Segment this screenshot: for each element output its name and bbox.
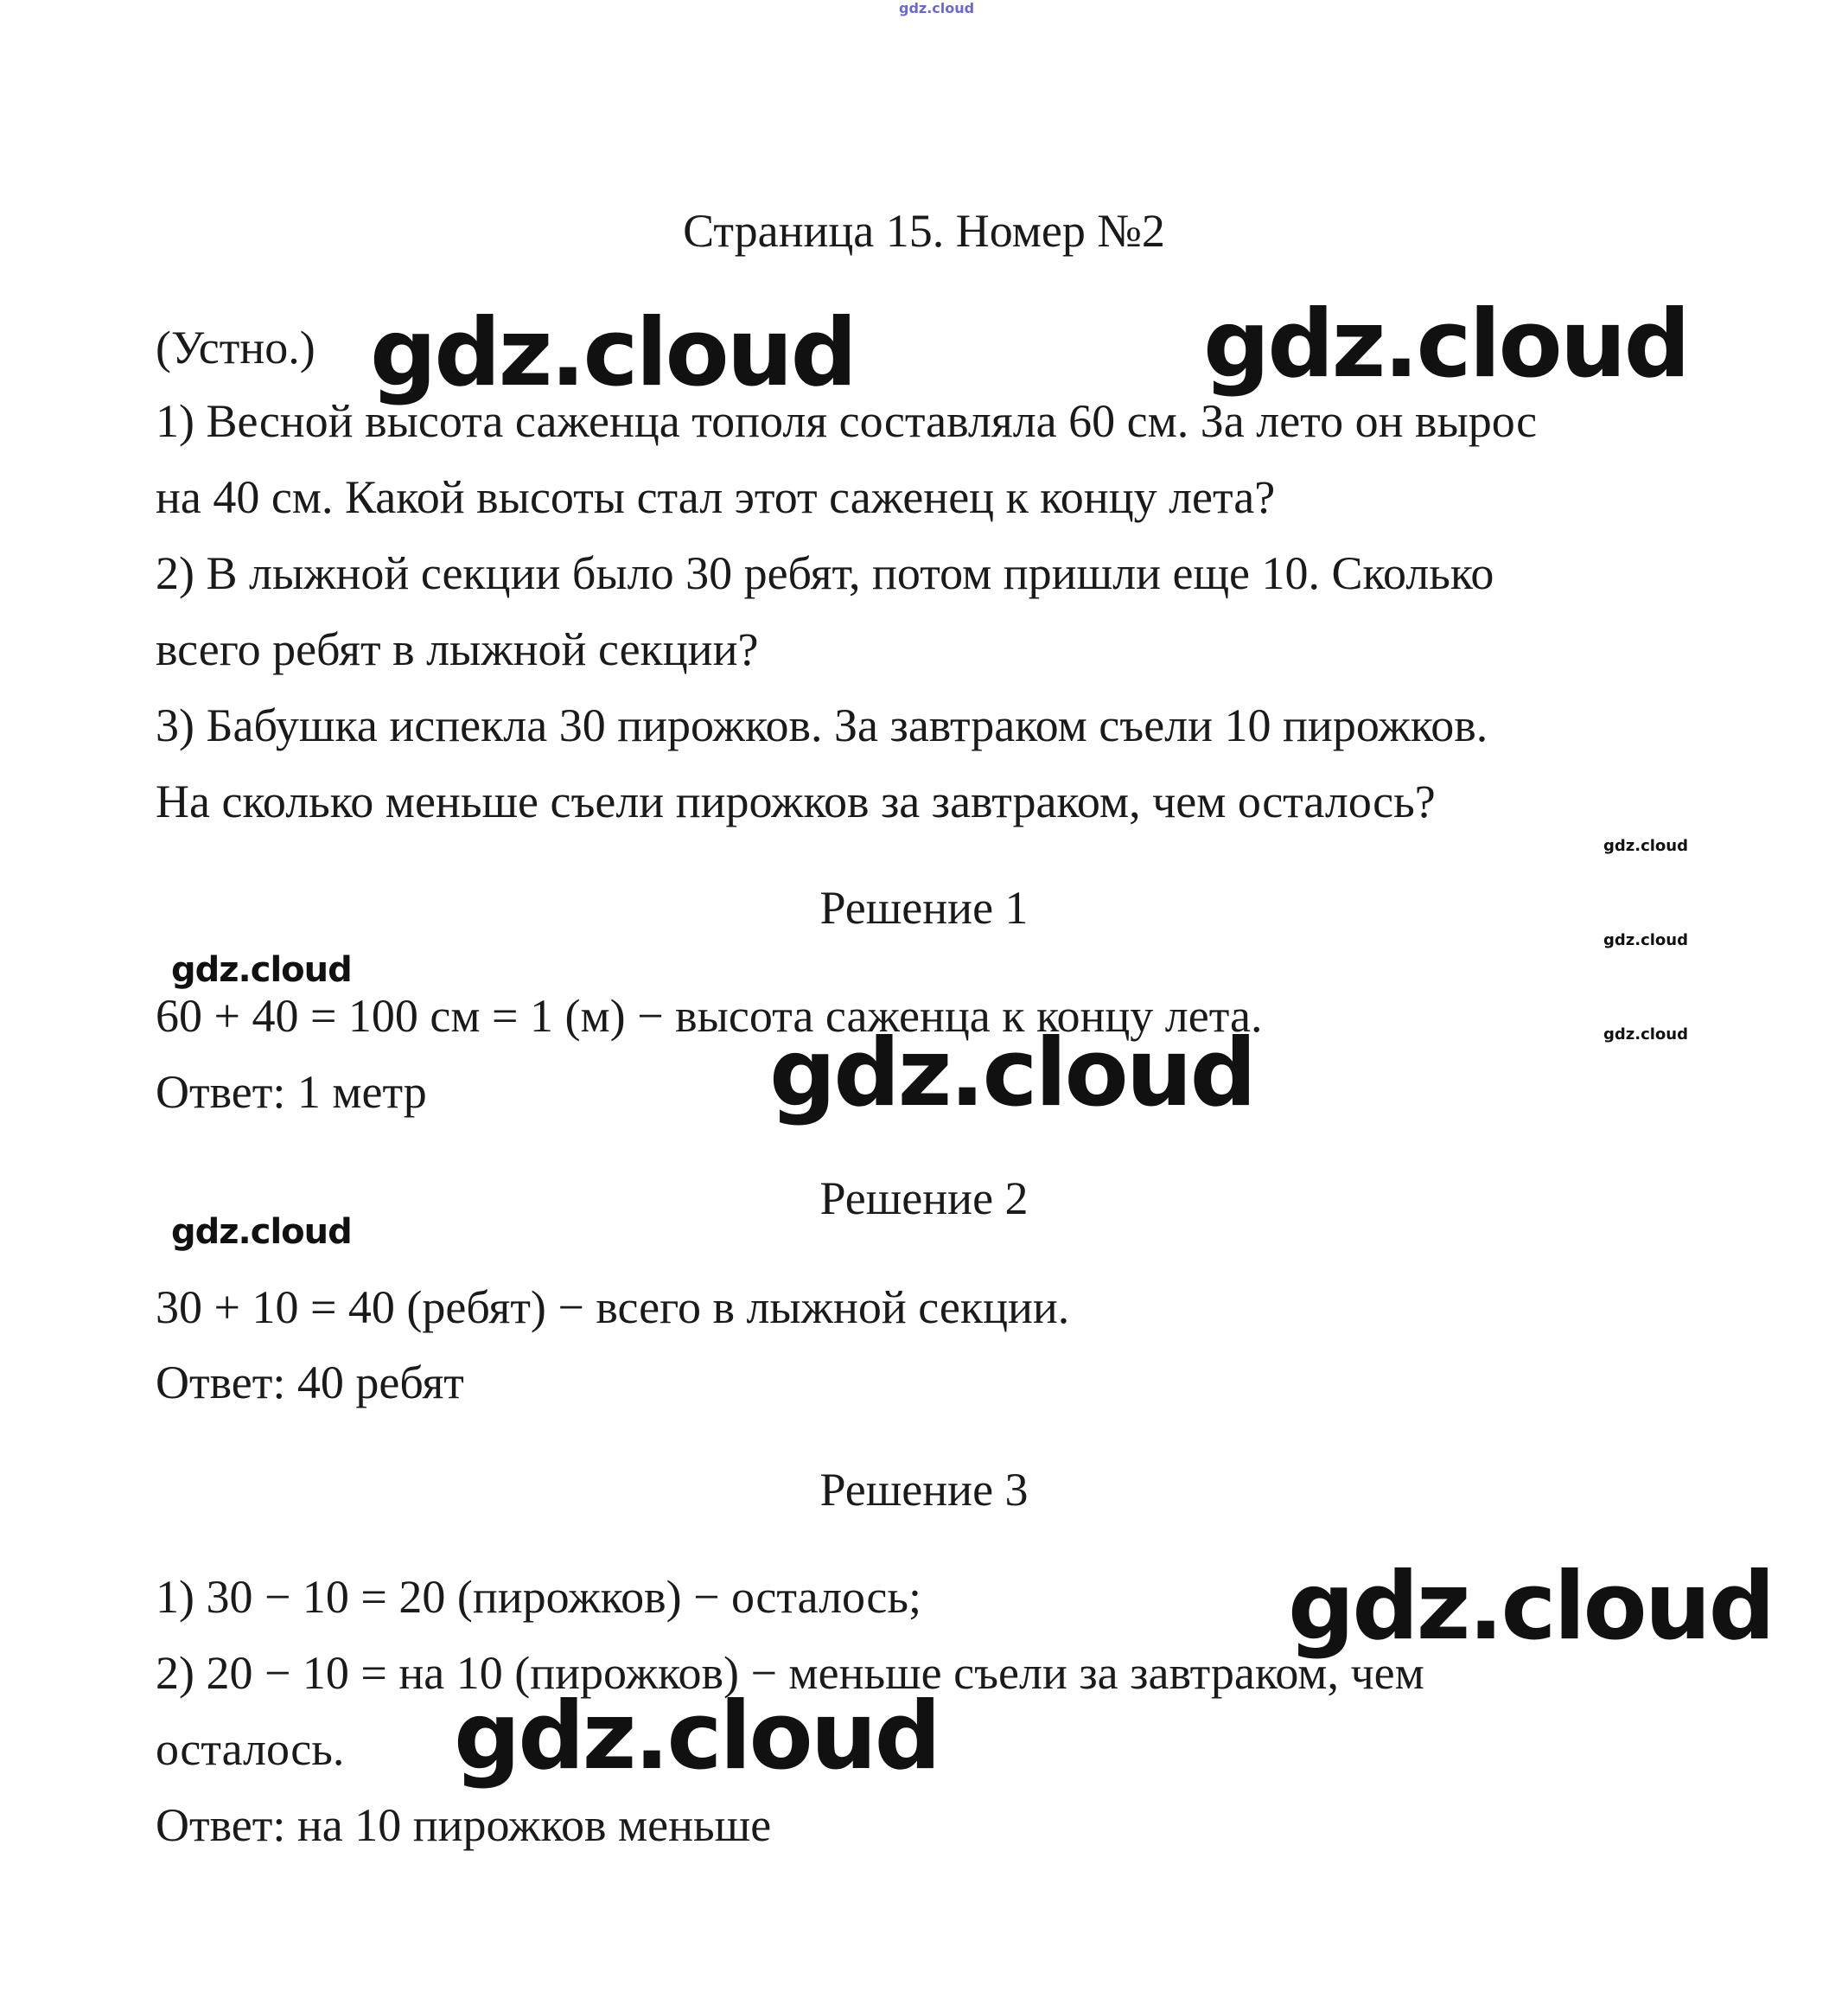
page-title: Страница 15. Номер №2 [683, 205, 1165, 257]
solution-3-heading: Решение 3 [819, 1464, 1029, 1516]
task-line-4: всего ребят в лыжной секции? [156, 623, 759, 675]
watermark-large: gdz.cloud [454, 1682, 939, 1791]
watermark-small: gdz.cloud [1603, 1025, 1688, 1044]
solution-1-answer: Ответ: 1 метр [156, 1066, 427, 1118]
watermark-small: gdz.cloud [1603, 931, 1688, 949]
watermark-medium: gdz.cloud [171, 1212, 352, 1252]
solution-2-heading: Решение 2 [819, 1172, 1029, 1224]
watermark-large: gdz.cloud [1203, 290, 1688, 399]
task-line-6: На сколько меньше съели пирожков за завтраком, чем осталось? [156, 776, 1436, 827]
solution-2-answer: Ответ: 40 ребят [156, 1356, 464, 1408]
task-line-2: на 40 см. Какой высоты стал этот саженец к концу лета? [156, 471, 1276, 523]
solution-3-line-3: осталось. [156, 1723, 345, 1775]
solution-1-heading: Решение 1 [819, 882, 1029, 934]
watermark-large: gdz.cloud [769, 1019, 1254, 1127]
top-watermark: gdz.cloud [899, 0, 975, 16]
watermark-large: gdz.cloud [370, 299, 855, 407]
task-line-1: 1) Весной высота саженца тополя составляла 60 см. За лето он вырос [156, 395, 1538, 447]
solution-3-answer: Ответ: на 10 пирожков меньше [156, 1799, 772, 1851]
task-line-5: 3) Бабушка испекла 30 пирожков. За завтраком съели 10 пирожков. [156, 699, 1488, 751]
watermark-small: gdz.cloud [1603, 837, 1688, 855]
solution-1-line-1: 60 + 40 = 100 см = 1 (м) − высота саженца к концу лета. [156, 990, 1263, 1042]
solution-3-line-2: 2) 20 − 10 = на 10 (пирожков) − меньше съели за завтраком, чем [156, 1647, 1424, 1699]
watermark-medium: gdz.cloud [171, 950, 352, 990]
solution-2-line-1: 30 + 10 = 40 (ребят) − всего в лыжной секции. [156, 1281, 1070, 1333]
task-line-3: 2) В лыжной секции было 30 ребят, потом пришли еще 10. Сколько [156, 547, 1494, 599]
watermark-large: gdz.cloud [1288, 1553, 1773, 1661]
task-note: (Устно.) [156, 322, 315, 373]
solution-3-line-1: 1) 30 − 10 = 20 (пирожков) − осталось; [156, 1571, 921, 1623]
